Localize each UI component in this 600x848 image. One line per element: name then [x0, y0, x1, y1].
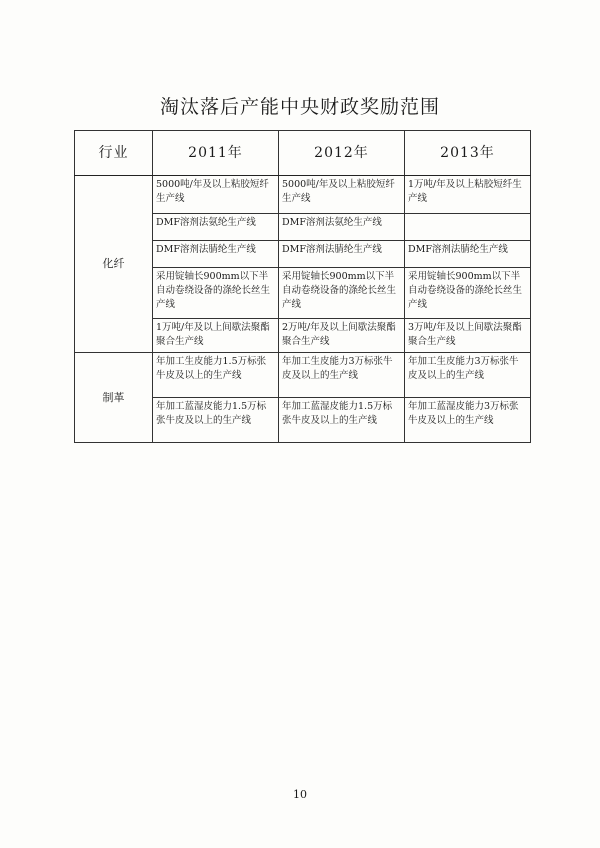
table-row: [75, 353, 531, 398]
table-cell: DMF溶剂法腈纶生产线: [405, 241, 531, 268]
table-cell: [405, 214, 531, 241]
table-cell: 年加工生皮能力3万标张牛皮及以上的生产线: [405, 353, 531, 398]
table-cell: DMF溶剂法腈纶生产线: [279, 241, 405, 268]
table-cell: DMF溶剂法腈纶生产线: [153, 241, 279, 268]
table-header-row: [75, 131, 531, 176]
table-cell: 年加工生皮能力3万标张牛皮及以上的生产线: [279, 353, 405, 398]
header-2013: 2013年: [405, 131, 531, 176]
table-cell: DMF溶剂法氨纶生产线: [279, 214, 405, 241]
table-cell: 1万吨/年及以上间歇法聚酯聚合生产线: [153, 319, 279, 353]
table-cell: 3万吨/年及以上间歇法聚酯聚合生产线: [405, 319, 531, 353]
subsidy-scope-table: [74, 130, 531, 443]
header-2011: 2011年: [153, 131, 279, 176]
header-2012: 2012年: [279, 131, 405, 176]
table-cell: 年加工蓝湿皮能力1.5万标张牛皮及以上的生产线: [279, 398, 405, 443]
table-cell: 采用锭轴长900mm以下半自动卷绕设备的涤纶长丝生产线: [279, 268, 405, 319]
page-title: 淘汰落后产能中央财政奖励范围: [159, 96, 440, 118]
table-cell: 5000吨/年及以上粘胶短纤生产线: [153, 176, 279, 214]
table-cell: 年加工蓝湿皮能力3万标张牛皮及以上的生产线: [405, 398, 531, 443]
table-cell: DMF溶剂法氨纶生产线: [153, 214, 279, 241]
page-number: 10: [293, 788, 307, 801]
table-cell: 2万吨/年及以上间歇法聚酯聚合生产线: [279, 319, 405, 353]
table-cell: 采用锭轴长900mm以下半自动卷绕设备的涤纶长丝生产线: [405, 268, 531, 319]
header-industry: 行业: [75, 131, 153, 176]
table-cell: 5000吨/年及以上粘胶短纤生产线: [279, 176, 405, 214]
table-cell: 1万吨/年及以上粘胶短纤生产线: [405, 176, 531, 214]
table-cell: 年加工生皮能力1.5万标张牛皮及以上的生产线: [153, 353, 279, 398]
table-cell: 采用锭轴长900mm以下半自动卷绕设备的涤纶长丝生产线: [153, 268, 279, 319]
industry-chemical-fiber: 化纤: [75, 176, 153, 353]
industry-leather: 制革: [75, 353, 153, 443]
table-cell: 年加工蓝湿皮能力1.5万标张牛皮及以上的生产线: [153, 398, 279, 443]
table-row: [75, 176, 531, 214]
